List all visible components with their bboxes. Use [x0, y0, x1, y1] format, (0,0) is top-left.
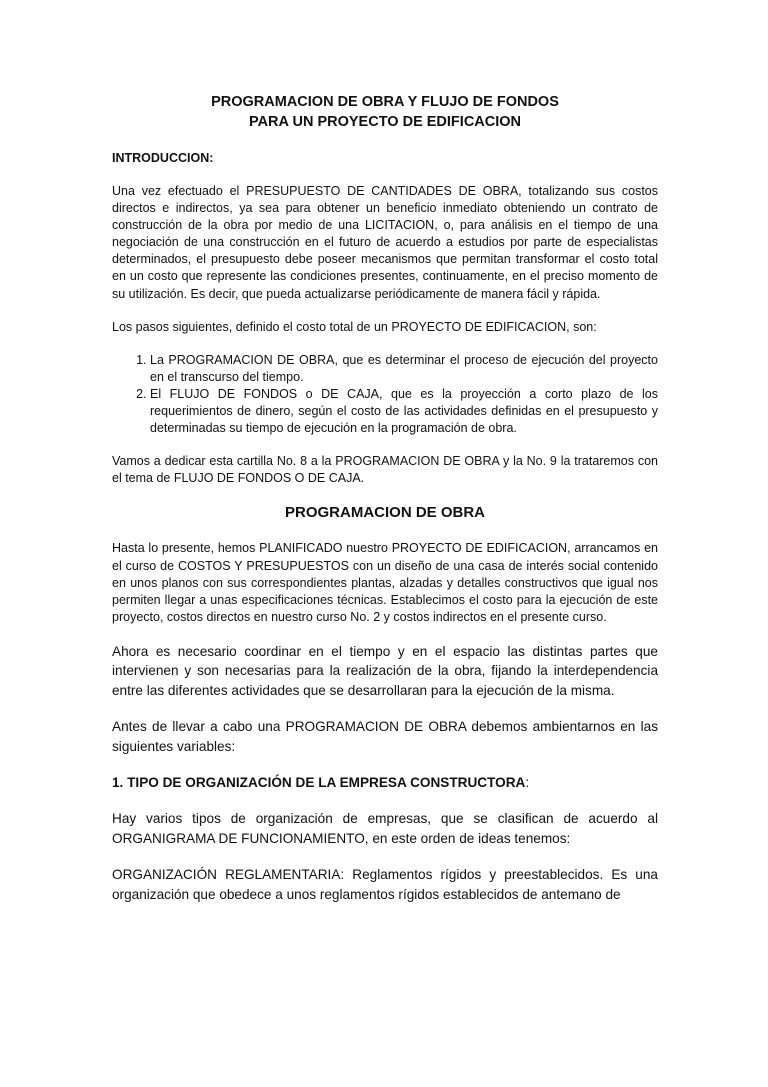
- programacion-paragraph-4: Hay varios tipos de organización de empresas, que se clasifican de acuerdo al ORGANIGRAMA DE FUNCIONAMIENTO, en este orden de ideas tenemos:: [112, 811, 658, 846]
- document-title: [112, 92, 658, 132]
- section-heading-programacion: PROGRAMACION DE OBRA: [284, 504, 485, 522]
- list-item: 1. La PROGRAMACION DE OBRA, que es determinar el proceso de ejecución del proyecto en el transcurso del tiempo.: [150, 352, 658, 386]
- list-item: 2. El FLUJO DE FONDOS o DE CAJA, que es la proyección a corto plazo de los requerimientos de dinero, según el costo de las actividades definidas en el presupuesto y determinadas su tiempo de ejecución en la programación de obra.: [150, 386, 658, 437]
- section-heading-organizacion: [112, 773, 658, 792]
- intro-heading: INTRODUCCION:: [112, 151, 214, 165]
- steps-list: [112, 352, 658, 437]
- document-page: [112, 92, 658, 921]
- document-title-line-1: PROGRAMACION DE OBRA Y FLUJO DE FONDOS: [211, 94, 559, 110]
- programacion-paragraph-3: Antes de llevar a cabo una PROGRAMACION DE OBRA debemos ambientarnos en las siguientes variables:: [112, 719, 658, 754]
- programacion-paragraph-2: Ahora es necesario coordinar en el tiempo y en el espacio las distintas partes que intervienen y son necesarias para la realización de la obra, fijando la interdependencia entre las diferentes actividades que se desarrollaran para la ejecución de la misma.: [112, 643, 658, 698]
- programacion-paragraph-1: Hasta lo presente, hemos PLANIFICADO nuestro PROYECTO DE EDIFICACION, arrancamos en el curso de COSTOS Y PRESUPUESTOS con un diseño de una casa de interés social contenido en unos planos con sus correspondientes plantas, alzadas y detalles constructivos que igual nos permiten llegar a unas especificaciones técnicas. Establecimos el costo para la ejecución de este proyecto, costos directos en nuestro curso No. 2 y costos indirectos en el presente curso.: [112, 541, 658, 624]
- programacion-paragraph-5: ORGANIZACIÓN REGLAMENTARIA: Reglamentos rígidos y preestablecidos. Es una organización que obedece a unos reglamentos rígidos establecidos de antemano de: [112, 867, 658, 902]
- section-heading-colon: :: [525, 775, 530, 791]
- intro-paragraph-2: Los pasos siguientes, definido el costo total de un PROYECTO DE EDIFICACION, son:: [112, 319, 597, 334]
- intro-paragraph-1: Una vez efectuado el PRESUPUESTO DE CANTIDADES DE OBRA, totalizando sus costos directos e indirectos, ya sea para obtener un beneficio inmediato obteniendo un contrato de construcción de la obra por medio de una LICITACION, o, para análisis en el tiempo de una negociación de una construcción en el futuro de acuerdo a estudios por parte de especialistas determinados, el presupuesto debe poseer mecanismos que permitan transformar el costo total en un costo que represente las condiciones presentes, continuamente, en el preciso momento de su utilización. Es decir, que pueda actualizarse periódicamente de manera fácil y rápida.: [112, 184, 658, 301]
- document-title-line-2: PARA UN PROYECTO DE EDIFICACION: [248, 114, 522, 130]
- section-heading-organizacion-text: 1. TIPO DE ORGANIZACIÓN DE LA EMPRESA CONSTRUCTORA: [112, 775, 526, 791]
- intro-paragraph-3: Vamos a dedicar esta cartilla No. 8 a la PROGRAMACION DE OBRA y la No. 9 la trataremos con el tema de FLUJO DE FONDOS O DE CAJA.: [112, 454, 658, 486]
